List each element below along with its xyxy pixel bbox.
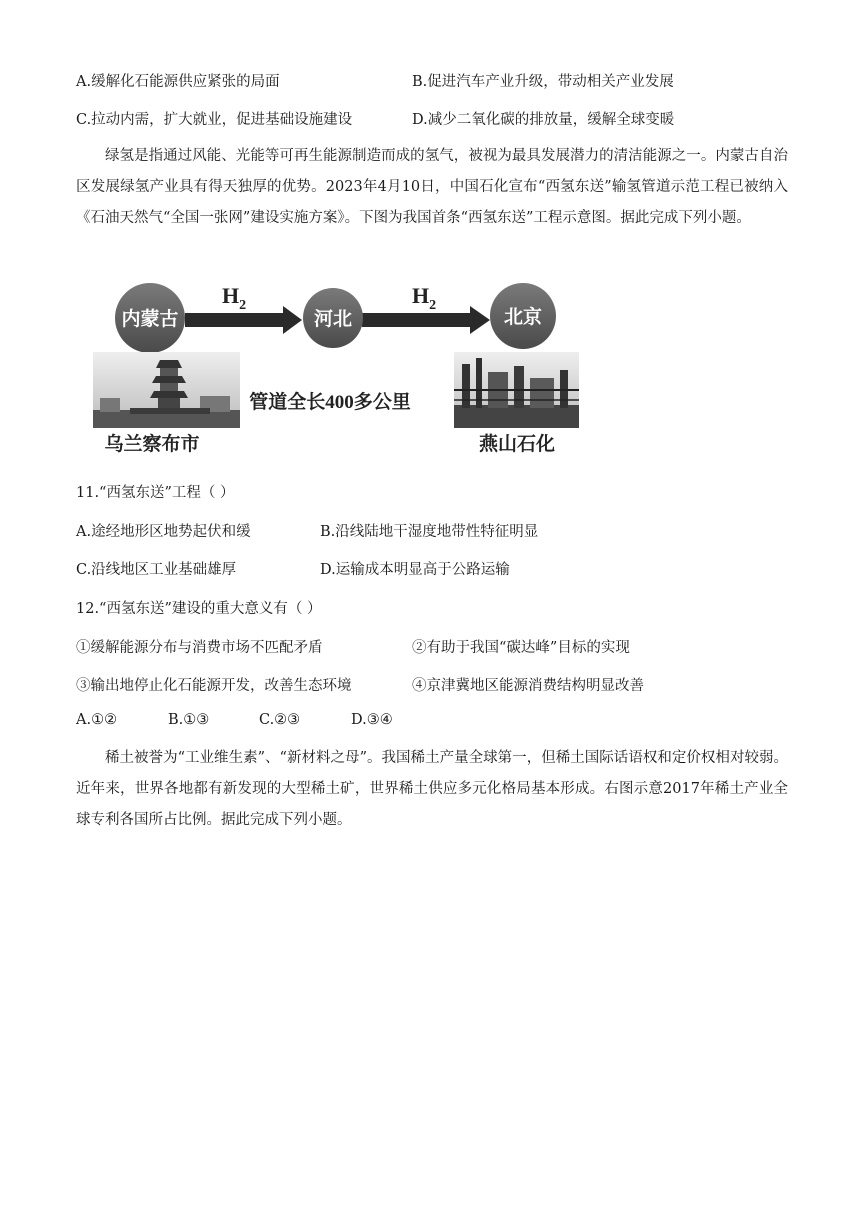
q12-option-c: C.②③ [259, 712, 301, 728]
arrow-1-label: $H_2$ [222, 283, 247, 313]
q12-option-d: D.③④ [351, 712, 393, 728]
q12-stem: 12.“西氢东送”建设的重大意义有（ ） [76, 601, 322, 617]
q11-option-a: A.途经地形区地势起伏和缓 [76, 524, 251, 540]
node-hebei-label: 河北 [313, 309, 353, 330]
q11-option-c: C.沿线地区工业基础雄厚 [76, 562, 237, 578]
q12-option-a: A.①② [76, 712, 118, 728]
q12-statement-1: ①缓解能源分布与消费市场不匹配矛盾 [76, 640, 323, 656]
q10-option-a: A.缓解化石能源供应紧张的局面 [76, 74, 280, 90]
ulanqab-photo [93, 352, 240, 428]
q10-option-b: B.促进汽车产业升级，带动相关产业发展 [412, 74, 674, 90]
q12-statement-3: ③输出地停止化石能源开发，改善生态环境 [76, 678, 352, 694]
node-inner-mongolia-label: 内蒙古 [121, 309, 179, 330]
q10-option-c: C.拉动内需，扩大就业，促进基础设施建设 [76, 112, 353, 128]
q12-statement-2: ②有助于我国“碳达峰”目标的实现 [412, 640, 630, 656]
yanshan-petrochemical-photo [454, 352, 579, 428]
q11-stem: 11.“西氢东送”工程（ ） [76, 485, 235, 501]
node-beijing-label: 北京 [503, 307, 543, 328]
q11-option-d: D.运输成本明显高于公路运输 [320, 562, 510, 578]
passage-rare-earth: 稀土被誉为“工业维生素”、“新材料之母”。我国稀土产量全球第一，但稀土国际话语权和定价权相对较弱。近年来，世界各地都有新发现的大型稀土矿，世界稀土供应多元化格局基本形成。右图示意2017年稀土产业全球专利各国所占比例。据此完成下列小题。 [76, 750, 788, 828]
pipeline-diagram [90, 280, 590, 460]
q11-option-b: B.沿线陆地干湿度地带性特征明显 [320, 524, 539, 540]
passage-green-hydrogen: 绿氢是指通过风能、光能等可再生能源制造而成的氢气，被视为最具发展潜力的清洁能源之一。内蒙古自治区发展绿氢产业具有得天独厚的优势。2023年4月10日，中国石化宣布“西氢东送”输氢管道示范工程已被纳入《石油天然气“全国一张网”建设实施方案》。下图为我国首条“西氢东送”工程示意图。据此完成下列小题。 [76, 148, 788, 226]
arrow-2 [362, 306, 490, 334]
q12-statement-4: ④京津冀地区能源消费结构明显改善 [412, 678, 644, 694]
pipeline-length-text: 管道全长400多公里 [249, 392, 411, 413]
arrow-2-label: $H_2$ [412, 283, 437, 313]
q10-option-d: D.减少二氧化碳的排放量，缓解全球变暖 [412, 112, 675, 128]
ulanqab-caption: 乌兰察布市 [104, 434, 200, 455]
q12-option-b: B.①③ [168, 712, 210, 728]
pipeline-diagram-svg [90, 280, 590, 460]
yanshan-caption: 燕山石化 [478, 434, 556, 455]
